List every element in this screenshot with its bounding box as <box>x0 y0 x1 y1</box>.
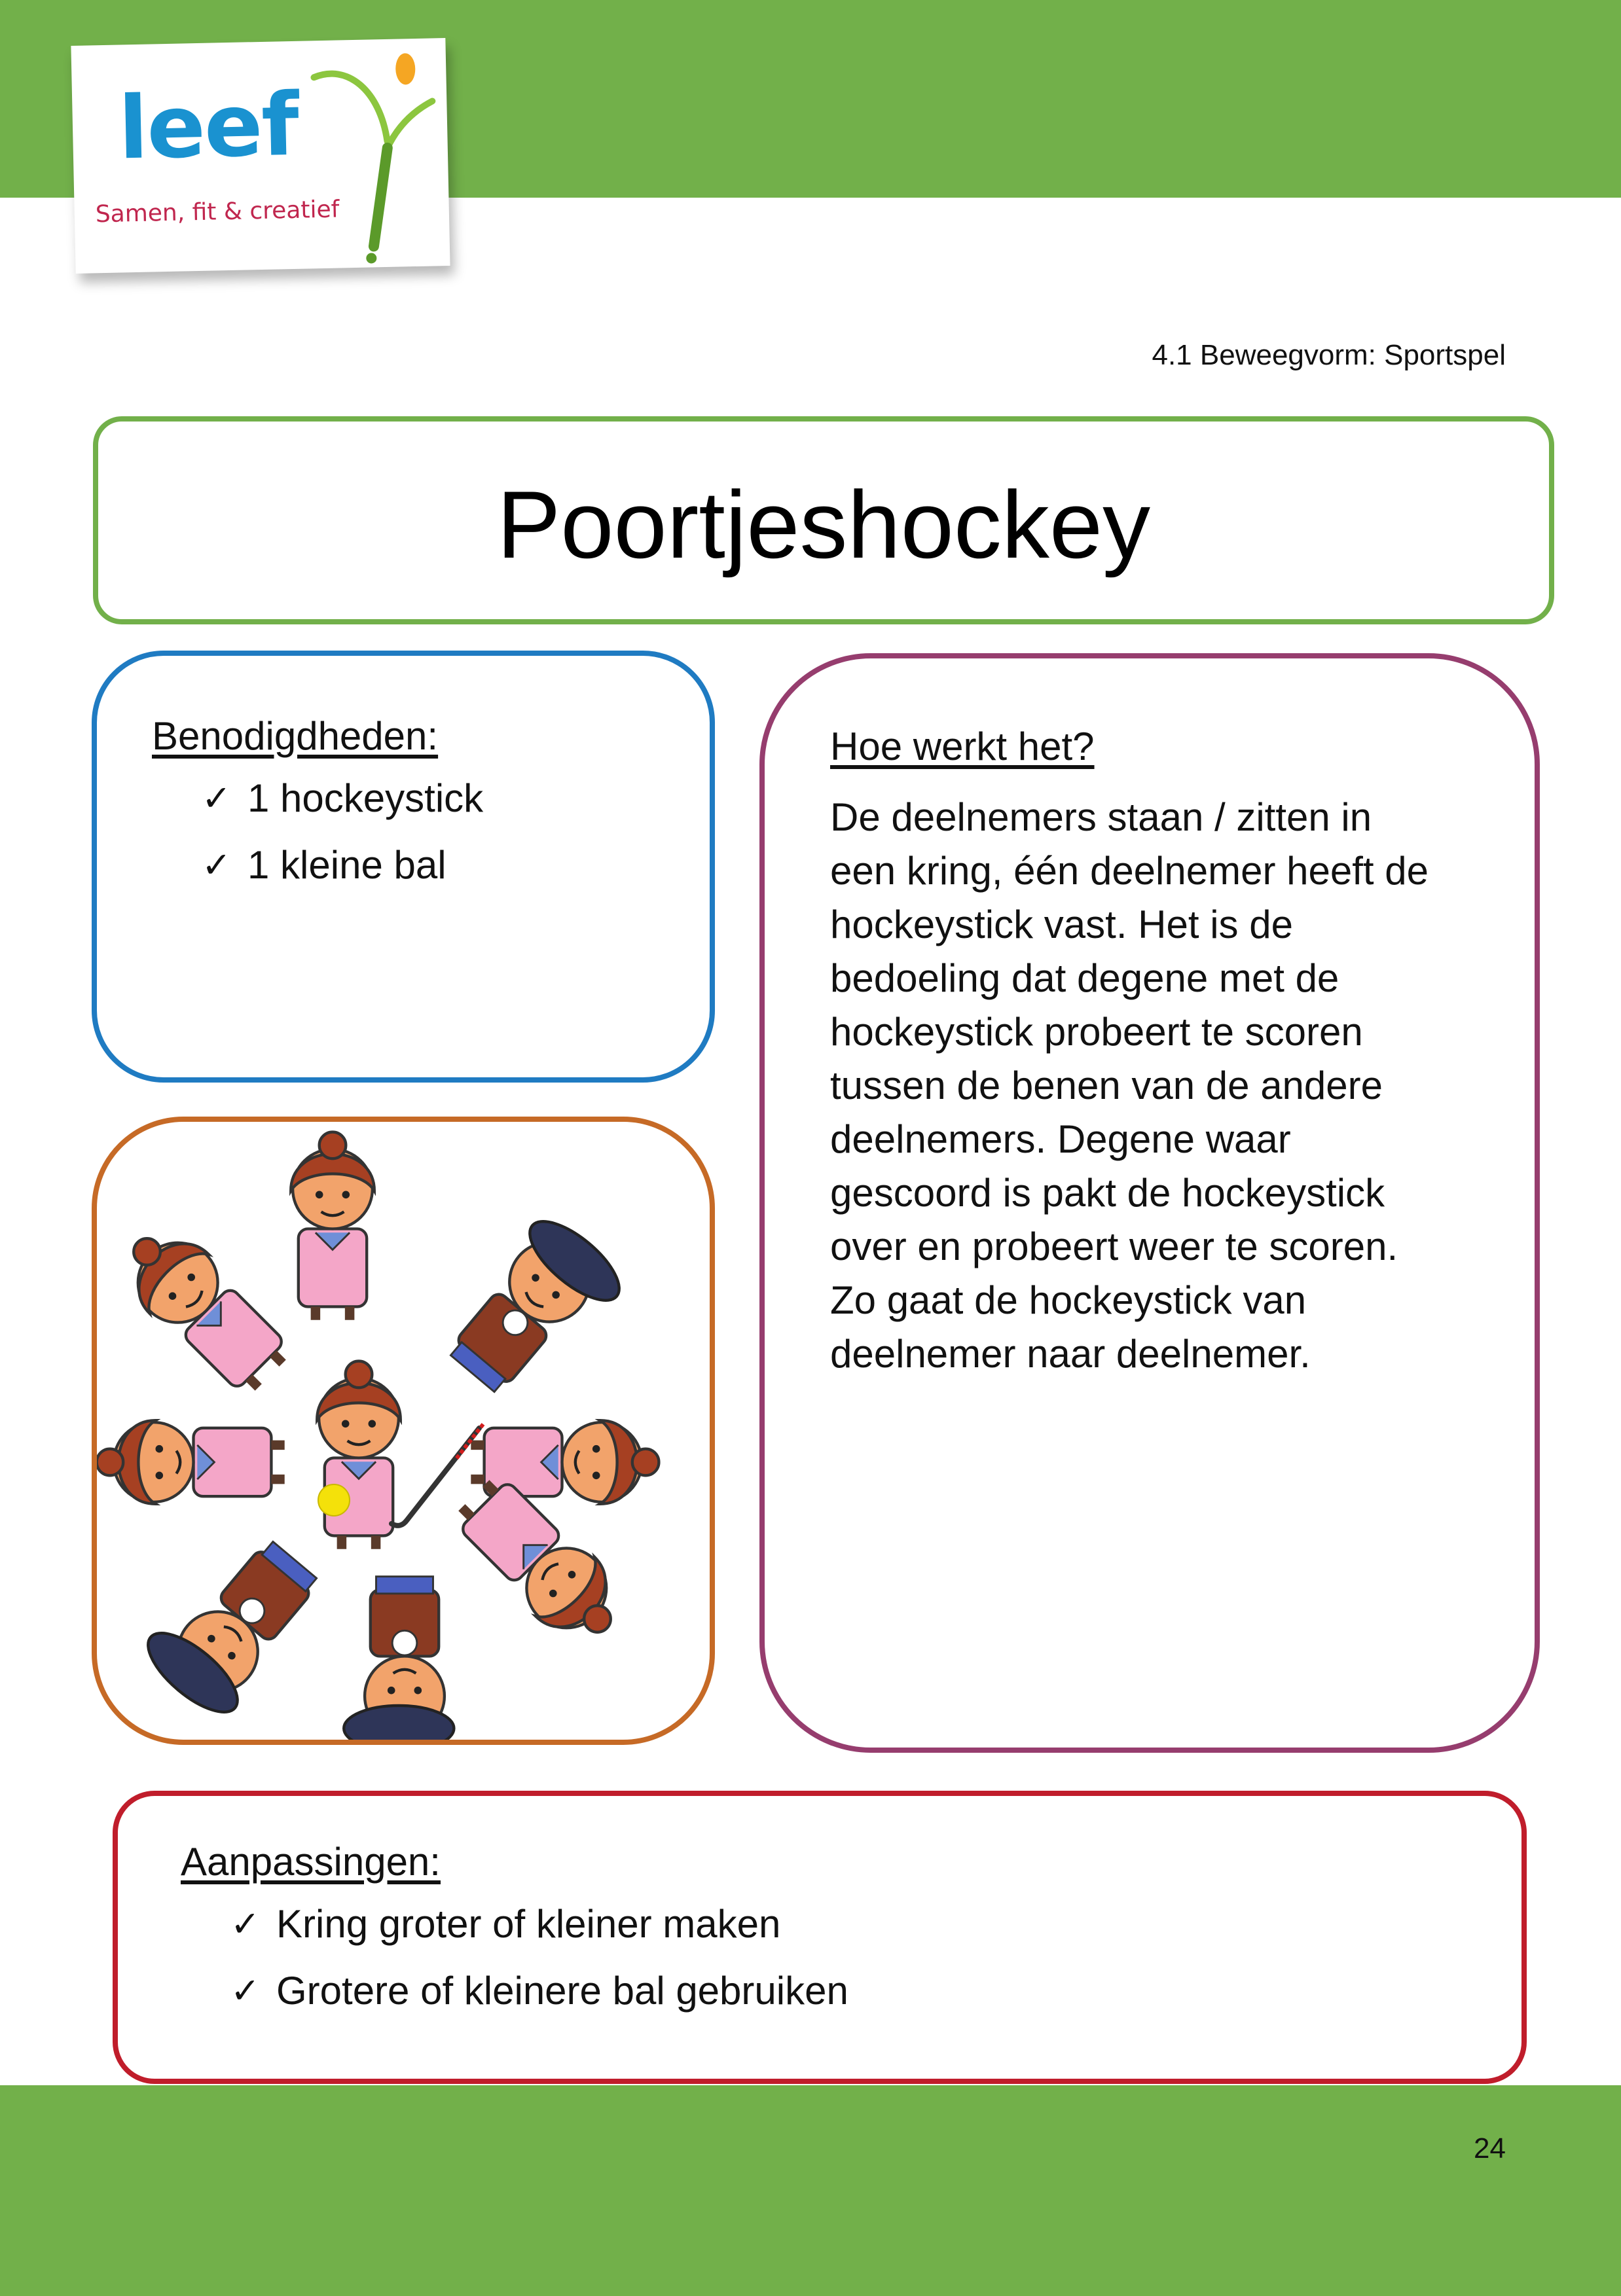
description-line: deelnemers. Degene waar <box>830 1117 1291 1161</box>
child-figure <box>344 1577 454 1740</box>
equipment-box <box>92 651 715 1083</box>
adaptation-item-label: Grotere of kleinere bal gebruiken <box>276 1968 848 2013</box>
logo-tagline: Samen, fit & creatief <box>95 196 340 228</box>
how-heading: Hoe werkt het? <box>830 725 1095 768</box>
description-line: De deelnemers staan / zitten in <box>830 795 1372 839</box>
logo-figure-icon <box>307 48 443 267</box>
child-figure <box>291 1132 374 1320</box>
description-line: deelnemer naar deelnemer. <box>830 1332 1311 1376</box>
child-figure <box>435 1208 631 1412</box>
logo-wordmark: leef <box>117 74 299 179</box>
illustration-box <box>92 1117 715 1745</box>
description-line: Zo gaat de hockeystick van <box>830 1278 1307 1322</box>
equipment-list <box>202 764 483 898</box>
adaptations-box <box>113 1791 1527 2084</box>
description-line: bedoeling dat degene met de <box>830 956 1339 1000</box>
equipment-item-label: 1 hockeystick <box>247 776 484 820</box>
list-item <box>202 764 483 831</box>
adaptations-list <box>230 1890 848 2024</box>
description-line: tussen de benen van de andere <box>830 1064 1383 1107</box>
description-line: hockeystick probeert te scoren <box>830 1010 1363 1054</box>
equipment-heading: Benodigdheden: <box>152 714 439 758</box>
child-figure <box>136 1521 333 1725</box>
list-item <box>202 831 483 898</box>
description-line: een kring, één deelnemer heeft de <box>830 849 1429 893</box>
child-figure <box>108 1213 300 1405</box>
adaptations-heading: Aanpassingen: <box>181 1840 441 1884</box>
description-line: over en probeert weer te scoren. <box>830 1225 1398 1268</box>
check-icon: ✓ <box>230 1903 261 1945</box>
equipment-item-label: 1 kleine bal <box>247 842 446 887</box>
leef-logo <box>71 38 450 274</box>
check-icon: ✓ <box>202 844 232 886</box>
section-label: 4.1 Beweegvorm: Sportspel <box>1152 339 1506 371</box>
ball-icon <box>318 1484 350 1516</box>
adaptation-item-label: Kring groter of kleiner maken <box>276 1901 781 1946</box>
description-line: hockeystick vast. Het is de <box>830 903 1293 946</box>
check-icon: ✓ <box>202 777 232 819</box>
footer-band <box>0 2085 1621 2296</box>
child-figure <box>317 1361 401 1549</box>
description-line: gescoord is pakt de hockeystick <box>830 1171 1385 1215</box>
list-item <box>230 1890 848 1957</box>
title-box <box>93 416 1554 624</box>
list-item <box>230 1957 848 2024</box>
check-icon: ✓ <box>230 1969 261 2011</box>
how-it-works-box <box>759 653 1540 1753</box>
how-description <box>830 791 1524 1381</box>
child-figure <box>97 1420 285 1504</box>
children-circle-hockey-illustration <box>97 1122 710 1740</box>
page-title: Poortjeshockey <box>496 471 1151 578</box>
page-number: 24 <box>1474 2132 1506 2164</box>
